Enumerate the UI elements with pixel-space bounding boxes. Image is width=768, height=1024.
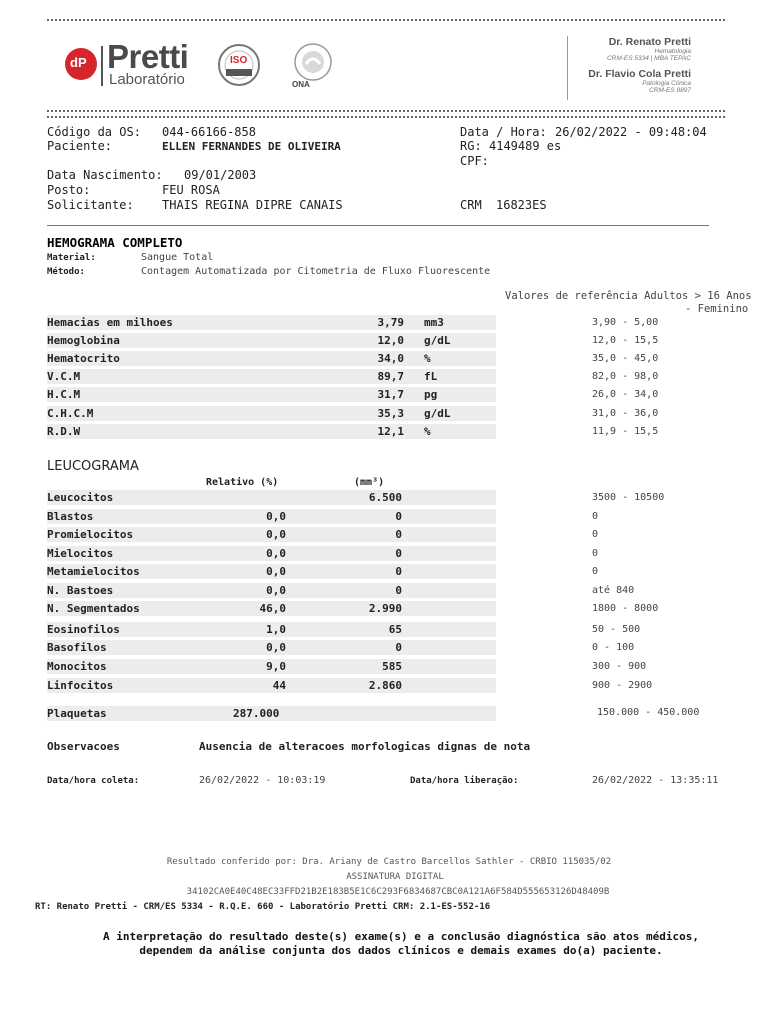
coleta-value: 26/02/2022 - 10:03:19 — [199, 775, 326, 786]
platelets-ref: 150.000 - 450.000 — [597, 707, 700, 718]
erythro-ref: 26,0 - 34,0 — [592, 389, 659, 400]
posto-label: Posto: — [47, 183, 91, 197]
patient-label: Paciente: — [47, 139, 113, 153]
patient-name: ELLEN FERNANDES DE OLIVEIRA — [162, 140, 341, 153]
erythro-name: R.D.W — [47, 425, 81, 438]
erythro-unit: % — [424, 425, 431, 438]
leuko-ref: 3500 - 10500 — [592, 492, 665, 503]
material-label: Material: — [47, 253, 96, 263]
rg-value: 4149489 es — [489, 139, 562, 153]
erythro-value: 12,1 — [377, 425, 404, 438]
erythro-ref: 35,0 - 45,0 — [592, 353, 659, 364]
leuko-absolute: 2.860 — [368, 679, 402, 692]
erythro-value: 34,0 — [377, 352, 404, 365]
erythro-value: 89,7 — [377, 370, 404, 383]
leuko-ref: 0 — [592, 548, 599, 559]
col-relative: Relativo (%) — [206, 477, 279, 488]
doctor-2-name: Dr. Flavio Cola Pretti — [588, 68, 691, 80]
ona-seal — [288, 42, 338, 94]
erythro-ref: 3,90 - 5,00 — [592, 317, 659, 328]
leuko-ref: 0 - 100 — [592, 642, 635, 653]
leuko-ref: 50 - 500 — [592, 624, 641, 635]
leuko-absolute: 65 — [388, 623, 402, 636]
lab-logo — [64, 38, 204, 94]
leuko-name: Monocitos — [47, 660, 107, 673]
ref-header-2: - Feminino — [685, 303, 749, 315]
logo-letters: dP — [70, 55, 87, 70]
leuko-ref: 900 - 2900 — [592, 680, 653, 691]
iso-seal — [217, 43, 261, 87]
leuko-relative: 0,0 — [266, 565, 286, 578]
doctor-2-specialty: Patologia Clínica — [642, 80, 691, 87]
os-value: 044-66166-858 — [162, 125, 256, 139]
erythro-ref: 82,0 - 98,0 — [592, 371, 659, 382]
leuko-relative: 0,0 — [266, 510, 286, 523]
doctors-divider — [567, 36, 568, 100]
erythro-value: 31,7 — [377, 388, 404, 401]
leuko-ref: 0 — [592, 529, 599, 540]
leuko-absolute: 585 — [382, 660, 402, 673]
brand-name: Pretti — [107, 38, 189, 75]
method-value: Contagem Automatizada por Citometria de Fluxo Fluorescente — [141, 266, 491, 277]
leuko-name: Eosinofilos — [47, 623, 120, 636]
doctor-2-crm: CRM-ES 8897 — [649, 87, 691, 94]
erythro-value: 3,79 — [377, 316, 404, 329]
disclaimer-line-2: dependem da análise conjunta dos dados clínicos e demais exames do(a) paciente. — [139, 944, 663, 957]
datetime-label: Data / Hora: — [460, 125, 547, 139]
leuko-name: Promielocitos — [47, 528, 134, 541]
coleta-label: Data/hora coleta: — [47, 776, 140, 786]
obs-label: Observacoes — [47, 740, 120, 753]
leuko-name: Blastos — [47, 510, 94, 523]
erythro-ref: 12,0 - 15,5 — [592, 335, 659, 346]
erythro-unit: pg — [424, 388, 438, 401]
posto-value: FEU ROSA — [162, 183, 220, 197]
conferido-text: Resultado conferido por: Dra. Ariany de Castro Barcellos Sathler - CRBIO 115035/02 — [166, 857, 612, 867]
leuko-relative: 0,0 — [266, 584, 286, 597]
rg-label: RG: — [460, 139, 482, 153]
erythro-name: C.H.C.M — [47, 407, 94, 420]
crm-value: 16823ES — [496, 198, 547, 212]
obs-value: Ausencia de alteracoes morfologicas dignas de nota — [199, 740, 531, 753]
erythro-value: 12,0 — [377, 334, 404, 347]
leuko-absolute: 0 — [395, 510, 402, 523]
crm-label: CRM — [460, 198, 482, 212]
leuko-name: N. Bastoes — [47, 584, 114, 597]
exam-title: HEMOGRAMA COMPLETO — [47, 235, 183, 250]
platelets-name: Plaquetas — [47, 707, 107, 720]
leuko-name: Leucocitos — [47, 491, 114, 504]
logo-divider — [101, 46, 103, 86]
datetime-value: 26/02/2022 - 09:48:04 — [555, 125, 707, 139]
top-dotted-border — [47, 19, 725, 21]
doctor-2 — [575, 68, 691, 94]
iso-seal-text: ISO — [230, 55, 248, 66]
erythro-name: Hemoglobina — [47, 334, 120, 347]
leuko-absolute: 6.500 — [368, 491, 402, 504]
erythro-unit: fL — [424, 370, 438, 383]
leuko-name: Basofilos — [47, 641, 107, 654]
cpf-label: CPF: — [460, 154, 489, 168]
leukogram-title: LEUCOGRAMA — [47, 459, 139, 474]
erythro-name: V.C.M — [47, 370, 81, 383]
erythro-unit: g/dL — [424, 407, 451, 420]
os-label: Código da OS: — [47, 125, 141, 139]
leuko-absolute: 0 — [395, 641, 402, 654]
leuko-relative: 1,0 — [266, 623, 286, 636]
material-value: Sangue Total — [141, 252, 214, 263]
leuko-absolute: 2.990 — [368, 602, 402, 615]
leuko-relative: 44 — [272, 679, 286, 692]
doctor-1 — [575, 36, 691, 62]
leuko-ref: até 840 — [592, 585, 635, 596]
leuko-relative: 0,0 — [266, 547, 286, 560]
birth-label: Data Nascimento: — [47, 168, 163, 182]
liberacao-value: 26/02/2022 - 13:35:11 — [592, 775, 719, 786]
erythro-ref: 11,9 - 15,5 — [592, 426, 659, 437]
leuko-relative: 0,0 — [266, 528, 286, 541]
leuko-name: Mielocitos — [47, 547, 114, 560]
ona-seal-text: ONA — [292, 80, 310, 89]
liberacao-label: Data/hora liberação: — [410, 776, 519, 786]
erythro-name: Hematocrito — [47, 352, 120, 365]
leuko-row-bg — [47, 490, 496, 505]
leuko-absolute: 0 — [395, 584, 402, 597]
header-dotted-border — [47, 110, 725, 112]
erythro-name: H.C.M — [47, 388, 81, 401]
leuko-relative: 46,0 — [259, 602, 286, 615]
erythro-ref: 31,0 - 36,0 — [592, 408, 659, 419]
method-label: Método: — [47, 267, 85, 277]
leuko-absolute: 0 — [395, 565, 402, 578]
erythro-value: 35,3 — [377, 407, 404, 420]
doctor-1-crm: CRM-ES 5334 | MBA TEPAC — [606, 55, 691, 62]
leuko-absolute: 0 — [395, 528, 402, 541]
leuko-ref: 0 — [592, 511, 599, 522]
header-dotted-border-2 — [47, 116, 725, 118]
solicitante-label: Solicitante: — [47, 198, 134, 212]
birth-value: 09/01/2003 — [184, 168, 257, 182]
solicitante-value: THAIS REGINA DIPRE CANAIS — [162, 198, 343, 212]
erythro-unit: mm3 — [424, 316, 444, 329]
leuko-ref: 1800 - 8000 — [592, 603, 659, 614]
erythro-unit: % — [424, 352, 431, 365]
assinatura-digital: ASSINATURA DIGITAL — [346, 872, 444, 882]
erythro-unit: g/dL — [424, 334, 451, 347]
leuko-relative: 9,0 — [266, 660, 286, 673]
doctor-1-specialty: Hematologia — [654, 48, 691, 55]
leuko-name: Metamielocitos — [47, 565, 140, 578]
patient-divider — [47, 225, 709, 226]
ref-header: Valores de referência Adultos > 16 Anos — [505, 290, 752, 302]
leuko-ref: 300 - 900 — [592, 661, 647, 672]
leuko-ref: 0 — [592, 566, 599, 577]
brand-subtitle: Laboratório — [109, 71, 185, 88]
leuko-relative: 0,0 — [266, 641, 286, 654]
leuko-name: Linfocitos — [47, 679, 114, 692]
col-absolute: (mm³) — [354, 477, 385, 488]
signature-hash: 34102CA0E40C48EC33FFD21B2E183B5E1C6C293F6834687CBC0A121A6F584D555653126D48409B — [186, 887, 610, 897]
disclaimer-line-1: A interpretação do resultado deste(s) exame(s) e a conclusão diagnóstica são atos médicos, — [102, 930, 700, 943]
platelets-value: 287.000 — [233, 707, 280, 720]
leuko-absolute: 0 — [395, 547, 402, 560]
rt-info: RT: Renato Pretti - CRM/ES 5334 - R.Q.E. 660 - Laboratório Pretti CRM: 2.1-ES-552-16 — [35, 902, 491, 912]
doctor-1-name: Dr. Renato Pretti — [608, 36, 691, 48]
erythro-name: Hemacias em milhoes — [47, 316, 173, 329]
leuko-name: N. Segmentados — [47, 602, 140, 615]
